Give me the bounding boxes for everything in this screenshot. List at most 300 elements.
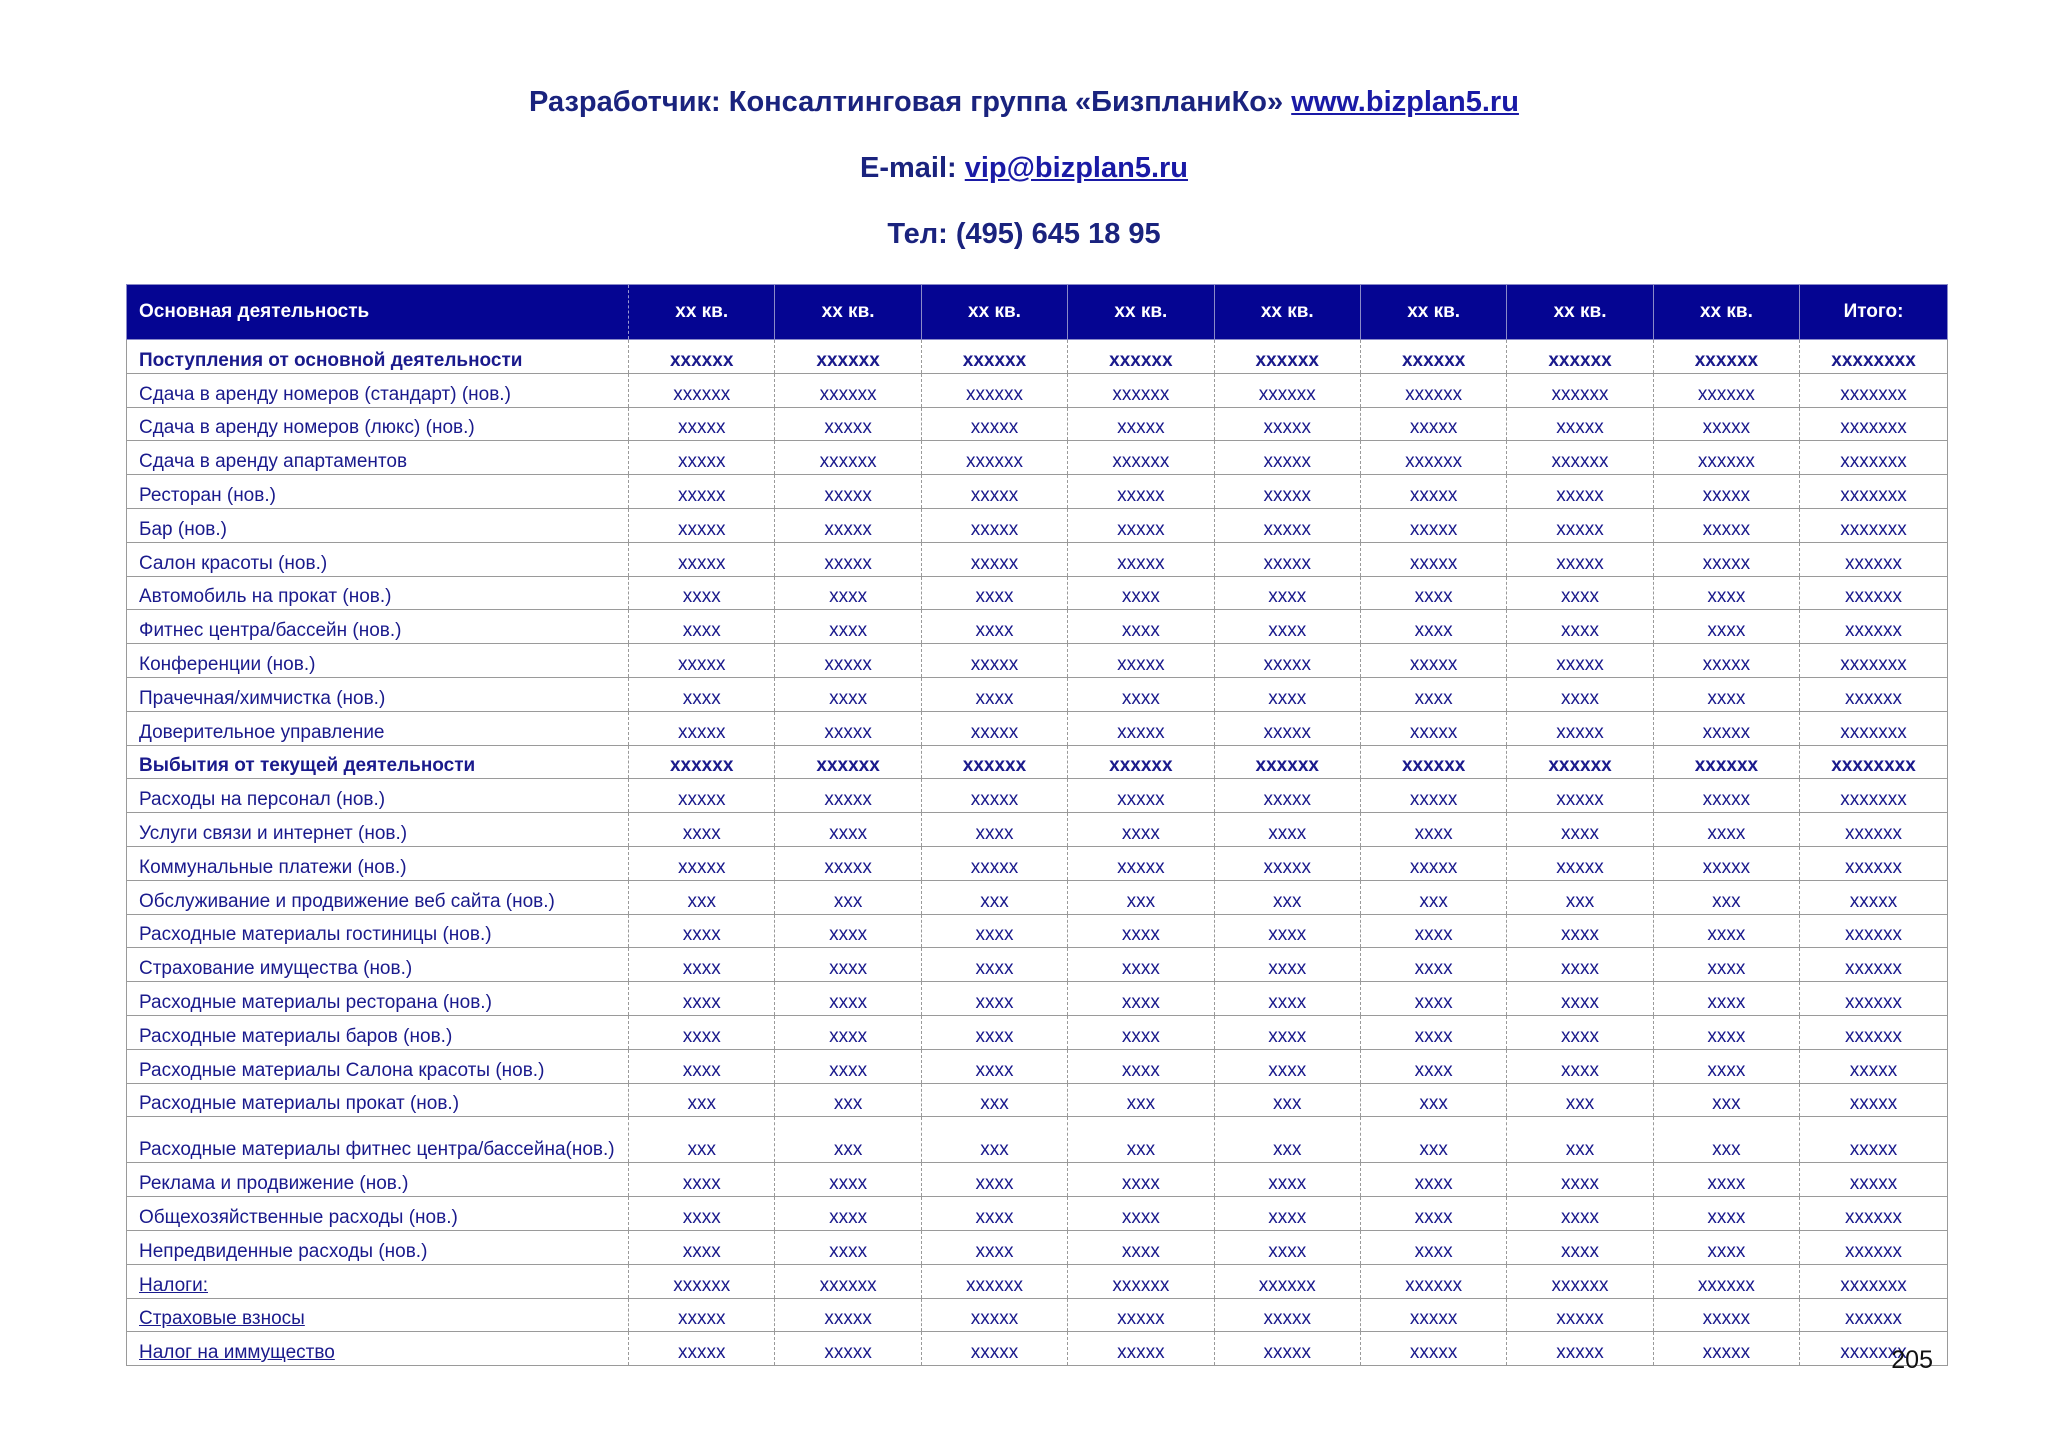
cell-value: ххххх (1263, 518, 1311, 540)
value-cell (1068, 1197, 1214, 1231)
cell-value: хххх (1121, 1025, 1160, 1047)
cell-value: хххххх (965, 383, 1023, 405)
cell-value: хххххх (1401, 349, 1466, 371)
cell-value: ххххх (824, 856, 872, 878)
value-cell (1068, 982, 1214, 1016)
value-cell (629, 407, 775, 441)
value-cell (1214, 982, 1360, 1016)
cell-value: ххххх (824, 1308, 872, 1330)
value-cell (1360, 779, 1506, 813)
value-cell (1360, 1117, 1506, 1163)
value-cell (1507, 373, 1653, 407)
value-cell (629, 610, 775, 644)
value-cell (1068, 644, 1214, 678)
row-label: Услуги связи и интернет (нов.) (139, 822, 408, 844)
cell-value: хххххх (1845, 586, 1903, 608)
cell-value: хххх (1561, 822, 1600, 844)
cell-value: хххххх (1405, 451, 1463, 473)
value-cell (1507, 745, 1653, 779)
cell-value: хххх (1121, 991, 1160, 1013)
cell-value: ххххх (1702, 1308, 1751, 1330)
column-header-quarter: хх кв. (1653, 285, 1799, 340)
value-cell (1653, 1230, 1799, 1264)
cell-value: ххххх (1409, 789, 1458, 811)
cell-value: хххххх (1548, 755, 1612, 777)
cell-value: хххххх (1112, 451, 1170, 473)
column-header-activity: Основная деятельность (127, 285, 629, 340)
cell-value: хххх (1268, 620, 1307, 642)
cell-value: хххх (682, 620, 721, 642)
cell-value: ххххх (1117, 417, 1165, 439)
row-label: Расходные материалы фитнес центра/бассейна(нов.) (139, 1139, 615, 1161)
cell-value: ххххх (1263, 484, 1311, 506)
cell-value: хххх (1707, 586, 1746, 608)
cell-value: хххх (975, 991, 1014, 1013)
value-cell (775, 407, 921, 441)
value-cell (921, 1049, 1067, 1083)
value-cell (775, 1264, 921, 1298)
value-cell (629, 948, 775, 982)
cell-value: хххх (682, 687, 721, 709)
cell-value: хххххх (1694, 349, 1759, 371)
cell-value: ххххх (1263, 653, 1311, 675)
cell-value: хххх (1121, 958, 1160, 980)
cell-value: хххх (1561, 1206, 1600, 1228)
cell-value: хххх (1268, 586, 1307, 608)
value-cell (775, 813, 921, 847)
value-cell (629, 373, 775, 407)
cell-value: хххххх (1845, 1206, 1903, 1228)
value-cell (1653, 779, 1799, 813)
value-cell (629, 779, 775, 813)
cell-value: хххххх (965, 1274, 1023, 1296)
value-cell (1360, 644, 1506, 678)
value-cell (1214, 475, 1360, 509)
value-cell (629, 1332, 775, 1366)
cell-value: ххххх (970, 417, 1019, 439)
value-cell (1068, 779, 1214, 813)
value-cell (629, 1197, 775, 1231)
value-cell (1507, 1230, 1653, 1264)
row-label: Фитнес центра/бассейн (нов.) (139, 620, 402, 642)
value-cell (1507, 644, 1653, 678)
value-cell (1214, 1015, 1360, 1049)
row-label: Страхование имущества (нов.) (139, 958, 413, 980)
value-cell (775, 948, 921, 982)
row-label-cell (127, 1083, 629, 1117)
cell-value: ххххх (824, 653, 872, 675)
table-row (127, 677, 1948, 711)
cell-value: хххх (975, 822, 1014, 844)
row-label: Сдача в аренду номеров (люкс) (нов.) (139, 417, 475, 439)
value-cell (1653, 711, 1799, 745)
cell-value: хххххх (1551, 383, 1609, 405)
value-cell (1800, 407, 1948, 441)
cell-value: хххххх (962, 755, 1027, 777)
row-label-cell (127, 1015, 629, 1049)
cell-value: хххх (1268, 822, 1307, 844)
cell-value: хххххх (1845, 958, 1903, 980)
value-cell (775, 1298, 921, 1332)
row-label-cell (127, 1049, 629, 1083)
cell-value: хххх (1121, 586, 1160, 608)
value-cell (629, 576, 775, 610)
cell-value: ххххх (824, 518, 872, 540)
value-cell (1507, 508, 1653, 542)
email-line (0, 152, 2048, 185)
value-cell (1068, 441, 1214, 475)
value-cell (1507, 1117, 1653, 1163)
cell-value: хххххх (1845, 924, 1903, 946)
cell-value: ххх (980, 1093, 1009, 1115)
cell-value: хххх (682, 1025, 721, 1047)
table-row (127, 340, 1948, 374)
column-header-total: Итого: (1800, 285, 1948, 340)
table-row (127, 1049, 1948, 1083)
cell-value: хххх (829, 1059, 868, 1081)
cell-value: хххххх (1697, 383, 1755, 405)
email-link[interactable]: vip@bizplan5.ru (964, 152, 1188, 184)
row-label-cell (127, 1117, 629, 1163)
value-cell (629, 441, 775, 475)
value-cell (1214, 846, 1360, 880)
cell-value: ххххххх (1840, 789, 1907, 811)
value-cell (1507, 846, 1653, 880)
cell-value: ххххх (677, 518, 726, 540)
cell-value: хххх (1414, 586, 1453, 608)
cell-value: хххх (1268, 958, 1307, 980)
value-cell (1214, 1197, 1360, 1231)
value-cell (1068, 846, 1214, 880)
value-cell (1068, 1264, 1214, 1298)
value-cell (921, 948, 1067, 982)
value-cell (1800, 373, 1948, 407)
value-cell (629, 1298, 775, 1332)
cell-value: хххх (1268, 991, 1307, 1013)
cell-value: хххххх (673, 1274, 731, 1296)
cell-value: ххххх (1556, 417, 1604, 439)
cell-value: хххх (1268, 1059, 1307, 1081)
cell-value: ххх (1712, 1139, 1741, 1161)
row-label[interactable]: Налоги: (139, 1274, 208, 1296)
cell-value: ххххх (824, 484, 872, 506)
column-header-quarter: хх кв. (1360, 285, 1506, 340)
table-row (127, 1298, 1948, 1332)
cell-value: ххххх (1849, 1093, 1898, 1115)
row-label: Расходные материалы ресторана (нов.) (139, 991, 492, 1013)
cell-value: ххххх (677, 417, 726, 439)
cell-value: ххххх (824, 1342, 872, 1364)
row-label-cell (127, 982, 629, 1016)
value-cell (921, 813, 1067, 847)
row-label-cell (127, 475, 629, 509)
table-row (127, 779, 1948, 813)
table-row (127, 1163, 1948, 1197)
value-cell (921, 880, 1067, 914)
value-cell (921, 340, 1067, 374)
table-row (127, 542, 1948, 576)
cell-value: хххххх (1258, 1274, 1316, 1296)
cell-value: ххххх (1409, 417, 1458, 439)
cell-value: ххххх (1117, 1342, 1165, 1364)
value-cell (1507, 576, 1653, 610)
cell-value: хххххх (1551, 1274, 1609, 1296)
cell-value: хххххх (1697, 451, 1755, 473)
value-cell (1360, 1015, 1506, 1049)
value-cell (1507, 779, 1653, 813)
value-cell (629, 846, 775, 880)
value-cell (1068, 880, 1214, 914)
value-cell (1360, 846, 1506, 880)
value-cell (921, 1083, 1067, 1117)
value-cell (775, 644, 921, 678)
value-cell (775, 475, 921, 509)
cell-value: ххххх (1117, 856, 1165, 878)
value-cell (1360, 711, 1506, 745)
cell-value: ххххх (1409, 552, 1458, 574)
value-cell (1653, 373, 1799, 407)
cell-value: ххххх (1409, 653, 1458, 675)
value-cell (629, 1230, 775, 1264)
value-cell (1653, 1015, 1799, 1049)
cell-value: ххх (1419, 1093, 1448, 1115)
value-cell (1800, 1083, 1948, 1117)
value-cell (921, 846, 1067, 880)
cell-value: ххххх (970, 552, 1019, 574)
value-cell (629, 914, 775, 948)
column-header-quarter: хх кв. (921, 285, 1067, 340)
cell-value: хххххх (1548, 349, 1612, 371)
value-cell (1800, 948, 1948, 982)
value-cell (629, 982, 775, 1016)
value-cell (1800, 576, 1948, 610)
cell-value: ххх (1712, 890, 1741, 912)
cell-value: хххх (1707, 1240, 1746, 1262)
cell-value: ххххххх (1840, 1342, 1907, 1364)
cell-value: хххх (1268, 1206, 1307, 1228)
table-row (127, 813, 1948, 847)
cell-value: хххх (1268, 924, 1307, 946)
cell-value: ххх (833, 890, 863, 912)
row-label: Сдача в аренду апартаментов (139, 451, 408, 473)
value-cell (1653, 1049, 1799, 1083)
value-cell (1068, 813, 1214, 847)
cell-value: хххх (975, 1240, 1014, 1262)
row-label[interactable]: Страховые взносы (139, 1308, 305, 1330)
cell-value: хххх (1707, 620, 1746, 642)
value-cell (1800, 982, 1948, 1016)
cell-value: ххххх (970, 789, 1019, 811)
value-cell (1653, 914, 1799, 948)
value-cell (1507, 1049, 1653, 1083)
cell-value: хххх (829, 822, 868, 844)
value-cell (1068, 948, 1214, 982)
value-cell (1360, 914, 1506, 948)
row-label-cell (127, 407, 629, 441)
row-label-cell (127, 846, 629, 880)
row-label: Выбытия от текущей деятельности (139, 755, 476, 777)
value-cell (1653, 1332, 1799, 1366)
cell-value: хххх (682, 586, 721, 608)
cell-value: ххххх (1849, 1173, 1898, 1195)
cell-value: хххх (1121, 1059, 1160, 1081)
value-cell (1214, 1298, 1360, 1332)
row-label-cell (127, 779, 629, 813)
cell-value: ххх (1273, 890, 1302, 912)
value-cell (629, 745, 775, 779)
cell-value: хххххх (1845, 991, 1903, 1013)
cell-value: ххххх (1702, 518, 1751, 540)
cell-value: хххх (682, 1059, 721, 1081)
value-cell (1214, 1264, 1360, 1298)
value-cell (1800, 1049, 1948, 1083)
value-cell (1653, 745, 1799, 779)
cell-value: хххх (1707, 822, 1746, 844)
value-cell (921, 1264, 1067, 1298)
value-cell (1653, 1264, 1799, 1298)
value-cell (1653, 441, 1799, 475)
row-label: Реклама и продвижение (нов.) (139, 1173, 409, 1195)
cell-value: хххх (1561, 958, 1600, 980)
value-cell (1360, 542, 1506, 576)
value-cell (1800, 340, 1948, 374)
row-label-cell (127, 576, 629, 610)
value-cell (1653, 1197, 1799, 1231)
value-cell (921, 1230, 1067, 1264)
row-label: Автомобиль на прокат (нов.) (139, 586, 392, 608)
phone-text: Тел: (495) 645 18 95 (887, 218, 1161, 250)
cell-value: хххх (1121, 822, 1160, 844)
cell-value: ххххх (1409, 721, 1458, 743)
cell-value: ххххх (970, 1308, 1019, 1330)
cell-value: ххххххх (1840, 383, 1907, 405)
column-header-quarter: хх кв. (1507, 285, 1653, 340)
cell-value: ххххх (1556, 484, 1604, 506)
value-cell (775, 1083, 921, 1117)
row-label[interactable]: Налог на иммущество (139, 1342, 335, 1364)
cell-value: хххх (682, 924, 721, 946)
cell-value: ххххх (1702, 856, 1751, 878)
cell-value: хххх (1707, 1206, 1746, 1228)
website-link[interactable]: www.bizplan5.ru (1291, 86, 1519, 118)
value-cell (775, 846, 921, 880)
value-cell (1068, 475, 1214, 509)
cell-value: хххххх (669, 755, 734, 777)
cell-value: ххххх (1702, 1342, 1751, 1364)
value-cell (1360, 880, 1506, 914)
row-label-cell (127, 711, 629, 745)
value-cell (629, 1117, 775, 1163)
cell-value: ххххххх (1840, 518, 1907, 540)
cell-value: хххххх (1112, 383, 1170, 405)
cell-value: ххххх (970, 1342, 1019, 1364)
cell-value: хххххх (1845, 1025, 1903, 1047)
table-body (127, 340, 1948, 1366)
cell-value: хххх (1414, 1025, 1453, 1047)
value-cell (1360, 1163, 1506, 1197)
cell-value: ххххх (1702, 721, 1751, 743)
cell-value: хххх (1268, 687, 1307, 709)
value-cell (1214, 441, 1360, 475)
cell-value: хххх (829, 1206, 868, 1228)
row-label-cell (127, 1163, 629, 1197)
value-cell (921, 576, 1067, 610)
value-cell (629, 644, 775, 678)
value-cell (1214, 1230, 1360, 1264)
table-row (127, 982, 1948, 1016)
cell-value: хххххх (819, 451, 877, 473)
cell-value: хххх (1414, 620, 1453, 642)
value-cell (629, 813, 775, 847)
cell-value: хххххх (669, 349, 734, 371)
value-cell (1068, 508, 1214, 542)
cell-value: ххххх (970, 653, 1019, 675)
cell-value: хххх (682, 822, 721, 844)
cell-value: хххххх (1697, 1274, 1755, 1296)
value-cell (921, 644, 1067, 678)
value-cell (1653, 475, 1799, 509)
cell-value: ххх (1565, 1139, 1595, 1161)
cell-value: хххххх (1405, 1274, 1463, 1296)
value-cell (1360, 475, 1506, 509)
cell-value: ххххх (677, 856, 726, 878)
cell-value: хххх (1414, 958, 1453, 980)
cell-value: хххх (1268, 1240, 1307, 1262)
cell-value: хххх (1121, 687, 1160, 709)
cell-value: хххх (1561, 1173, 1600, 1195)
row-label-cell (127, 1197, 629, 1231)
cell-value: хххх (682, 991, 721, 1013)
cell-value: ххххх (1117, 721, 1165, 743)
cell-value: ххх (1565, 1093, 1595, 1115)
cell-value: ххххх (1702, 484, 1751, 506)
cell-value: ххххх (1263, 451, 1311, 473)
cell-value: хххх (975, 687, 1014, 709)
cell-value: ххххх (1556, 552, 1604, 574)
cell-value: ххххх (1556, 653, 1604, 675)
email-label: E-mail: (860, 152, 965, 184)
value-cell (1360, 508, 1506, 542)
row-label-cell (127, 441, 629, 475)
table-row (127, 1197, 1948, 1231)
value-cell (1800, 1298, 1948, 1332)
value-cell (1214, 644, 1360, 678)
row-label-cell (127, 542, 629, 576)
value-cell (921, 610, 1067, 644)
value-cell (1068, 542, 1214, 576)
cell-value: хххх (829, 586, 868, 608)
value-cell (921, 711, 1067, 745)
cell-value: ххххх (970, 721, 1019, 743)
value-cell (1360, 1264, 1506, 1298)
value-cell (1360, 610, 1506, 644)
row-label-cell (127, 813, 629, 847)
table-row (127, 508, 1948, 542)
value-cell (775, 1332, 921, 1366)
cell-value: ххххх (1117, 789, 1165, 811)
developer-text: Разработчик: Консалтинговая группа «БизпланиКо» (529, 86, 1292, 118)
cell-value: ххх (1126, 1139, 1156, 1161)
cell-value: ххххх (677, 1308, 726, 1330)
value-cell (921, 1298, 1067, 1332)
value-cell (1360, 340, 1506, 374)
cell-value: хххх (1561, 1025, 1600, 1047)
cell-value: ххххх (1556, 1308, 1604, 1330)
value-cell (1068, 576, 1214, 610)
cell-value: ххххх (1849, 1059, 1898, 1081)
cell-value: хххххх (1694, 755, 1759, 777)
row-label-cell (127, 914, 629, 948)
